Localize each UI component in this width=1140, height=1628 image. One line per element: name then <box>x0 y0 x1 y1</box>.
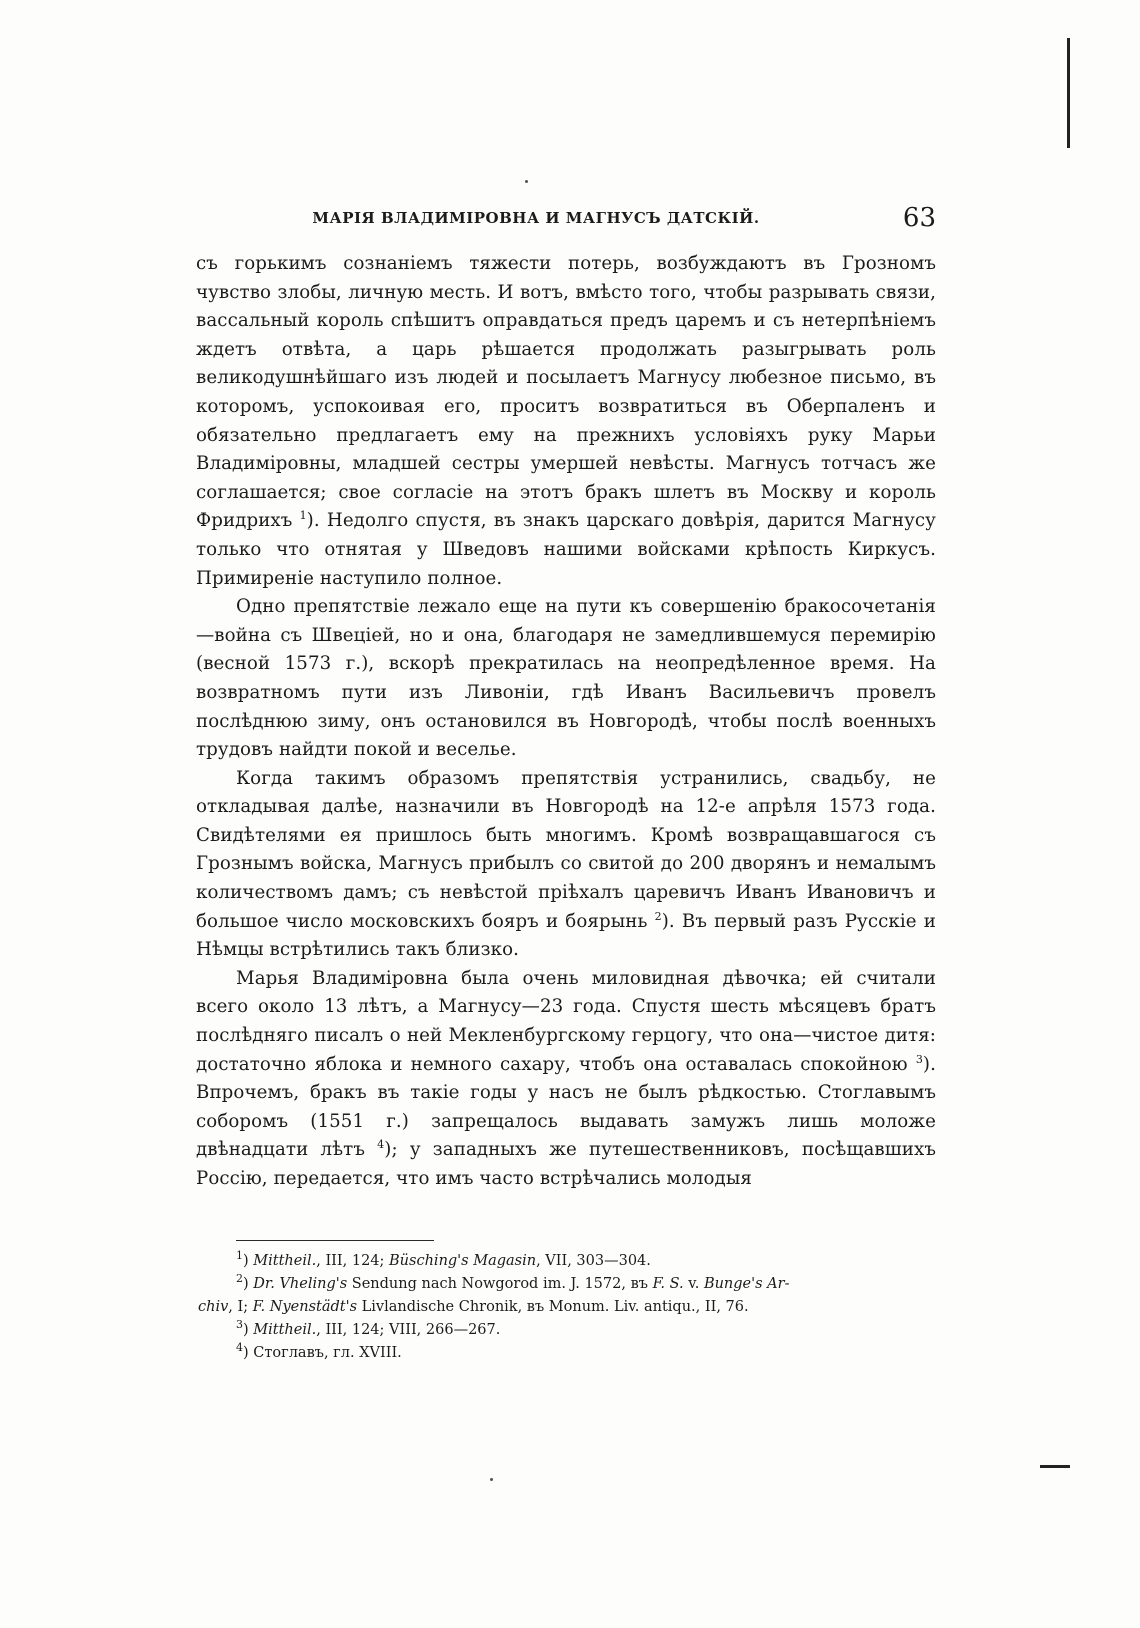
scan-speck <box>525 180 528 183</box>
page-number: 63 <box>902 203 936 233</box>
text-run: ); у западныхъ же путешественниковъ, посѣщавшихъ Россію, передается, что имъ часто встрѣчались молодыя <box>196 1139 937 1189</box>
text-run: ). Недолго спустя, въ знакъ царскаго довѣрія, дарится Магнусу только что отнятая у Шведовъ нашими войсками крѣпость Киркусъ. Примиреніе наступило полное. <box>196 510 936 589</box>
italic-text: Mittheil. <box>253 1253 317 1269</box>
italic-text: chiv <box>198 1299 229 1315</box>
footnote-mark: 3 <box>236 1318 243 1332</box>
paragraph <box>196 250 936 593</box>
footnote-separator <box>236 1240 434 1241</box>
running-title: МАРІЯ ВЛАДИМІРОВНА И МАГНУСЪ ДАТСКІЙ. <box>312 209 760 227</box>
footnote-reference: 1 <box>299 509 307 523</box>
text-run: ). Впрочемъ, бракъ въ такіе годы у насъ не былъ рѣдкостью. Стоглавымъ соборомъ (1551 г.) запрещалось выдавать замужъ лишь моложе двѣнадцати лѣтъ <box>196 1053 936 1161</box>
footnote-reference: 2 <box>654 909 662 923</box>
paragraph <box>196 593 936 765</box>
footnote-reference: 4 <box>377 1138 385 1152</box>
footnote <box>236 1273 936 1296</box>
footnote-mark: 2 <box>236 1272 243 1286</box>
footnote <box>236 1319 936 1342</box>
scan-edge-dash <box>1040 1465 1070 1468</box>
text-run: , III, 124; <box>316 1253 390 1269</box>
text-run: ) <box>243 1253 254 1269</box>
text-run: ) <box>243 1322 254 1338</box>
text-run: Sendung nach Nowgorod im. J. 1572, въ <box>347 1276 653 1292</box>
running-header <box>196 203 936 233</box>
italic-text: F. S. <box>652 1276 684 1292</box>
footnote-mark: 1 <box>236 1249 243 1263</box>
italic-text: Büsching's Magasin <box>389 1253 537 1269</box>
text-run: , III, 124; VIII, 266—267. <box>316 1322 501 1338</box>
text-run: Livlandische Chronik, въ Monum. Liv. antiqu., II, 76. <box>357 1299 749 1315</box>
text-run: Марья Владиміровна была очень миловидная дѣвочка; ей считали всего около 13 лѣтъ, а Магнусу—23 года. Спустя шесть мѣсяцевъ братъ послѣдняго писалъ о ней Мекленбургскому герцогу, что она—чистое дитя: достаточно яблока и немного сахару, чтобъ она оставалась спокойною <box>196 967 936 1075</box>
footnote <box>236 1250 936 1273</box>
scan-edge-mark <box>1067 38 1070 148</box>
footnote <box>198 1296 936 1319</box>
paragraph <box>196 765 936 965</box>
text-run: съ горькимъ сознаніемъ тяжести потерь, возбуждаютъ въ Грозномъ чувство злобы, личную месть. И вотъ, вмѣсто того, чтобы разрывать связи, вассальный король спѣшитъ оправдаться предъ царемъ и съ нетерпѣніемъ ждетъ отвѣта, а царь рѣшается продолжать разыгрывать роль великодушнѣйшаго изъ людей и посылаетъ Магнусу любезное письмо, въ которомъ, успокоивая его, проситъ возвратиться въ Оберпаленъ и обязательно предлагаетъ ему на прежнихъ условіяхъ руку Марьи Владиміровны, младшей сестры умершей невѣсты. Магнусъ тотчасъ же соглашается; свое согласіе на этотъ бракъ шлетъ въ Москву и король Фридрихъ <box>196 253 936 532</box>
text-run: Когда такимъ образомъ препятствія устранились, свадьбу, не откладывая далѣе, назначили въ Новгородѣ на 12-е апрѣля 1573 года. Свидѣтелями ея пришлось быть многимъ. Кромѣ возвращавшагося съ Грознымъ войска, Магнусъ прибылъ со свитой до 200 дворянъ и немалымъ количествомъ дамъ; съ невѣстой пріѣхалъ царевичъ Иванъ Ивановичъ и большое число московскихъ бояръ и боярынь <box>196 767 936 932</box>
main-text <box>196 250 936 1194</box>
text-run: , I; <box>228 1299 253 1315</box>
italic-text: F. Nyenstädt's <box>252 1299 358 1315</box>
text-run: ) Стоглавъ, гл. XVIII. <box>243 1345 402 1361</box>
italic-text: Dr. Vheling's <box>253 1276 348 1292</box>
text-run: Одно препятствіе лежало еще на пути къ совершенію бракосочетанія—война съ Швеціей, но и она, благодаря не замедлившемуся перемирію (весной 1573 г.), вскорѣ прекратилась на неопредѣленное время. На возвратномъ пути изъ Ливоніи, гдѣ Иванъ Васильевичъ провелъ послѣднюю зиму, онъ остановился въ Новгородѣ, чтобы послѣ военныхъ трудовъ найдти покой и веселье. <box>196 596 936 761</box>
text-run: ). Въ первый разъ Русскіе и Нѣмцы встрѣтились такъ близко. <box>196 910 936 961</box>
footnote-mark: 4 <box>236 1341 243 1355</box>
scan-speck <box>490 1478 493 1481</box>
italic-text: Bunge's Ar- <box>703 1276 790 1292</box>
paragraph <box>196 965 936 1194</box>
footnote-reference: 3 <box>915 1052 923 1066</box>
text-run: , VII, 303—304. <box>536 1253 651 1269</box>
italic-text: Mittheil. <box>253 1322 317 1338</box>
text-run: v. <box>683 1276 704 1292</box>
footnotes <box>198 1249 936 1365</box>
footnote <box>236 1342 936 1365</box>
text-run: ) <box>243 1276 254 1292</box>
